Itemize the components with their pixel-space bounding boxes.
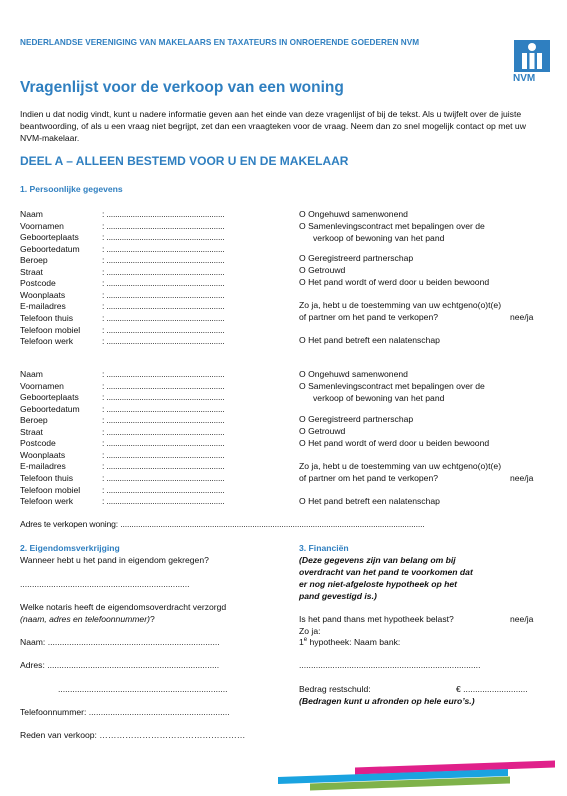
financien-note-4: pand gevestigd is.)	[299, 591, 377, 601]
field-input-line[interactable]: : ......................................................	[102, 278, 225, 289]
financien-note-3: er nog niet-afgeloste hypotheek op het	[299, 579, 458, 589]
field-input-line[interactable]: : ......................................................	[102, 289, 225, 300]
option-samenlevingscontract[interactable]: O Samenlevingscontract met bepalingen over de	[299, 221, 485, 231]
field-label: Geboortedatum	[20, 403, 80, 414]
restschuld-field[interactable]: € ...........................	[456, 684, 528, 694]
field-input-line[interactable]: : ......................................................	[102, 449, 225, 460]
field-label: Naam	[20, 209, 43, 219]
option-ongehuwd[interactable]: O Ongehuwd samenwonend	[299, 209, 408, 219]
field-label: Voornamen	[20, 220, 64, 231]
field-input-line[interactable]: : ......................................................	[102, 380, 225, 391]
field-label: Geboorteplaats	[20, 232, 79, 243]
option-getrouwd[interactable]: O Getrouwd	[299, 265, 346, 275]
option-nalatenschap[interactable]: O Het pand betreft een nalatenschap	[299, 335, 440, 345]
field-label: Telefoon mobiel	[20, 324, 81, 335]
field-label: Telefoon mobiel	[20, 484, 81, 495]
logo-text: NVM	[513, 73, 536, 84]
option-nalatenschap-2[interactable]: O Het pand betreft een nalatenschap	[299, 496, 440, 506]
field-input-line[interactable]: : ......................................................	[102, 232, 225, 243]
option-samenlevingscontract-cont-2: verkoop of bewoning van het pand	[313, 393, 445, 403]
notaris-adres-line-2[interactable]: .......................................................................	[58, 684, 228, 694]
field-input-line[interactable]: : ......................................................	[102, 403, 225, 414]
field-input-line[interactable]: : ......................................................	[102, 255, 225, 266]
field-input-line[interactable]: : ......................................................	[102, 438, 225, 449]
eigendom-question: Wanneer hebt u het pand in eigendom gekregen?	[20, 555, 209, 565]
reden-verkoop-field[interactable]: Reden van verkoop: ……………………………………………	[20, 730, 246, 740]
page-title: Vragenlijst voor de verkoop van een woning	[20, 79, 344, 96]
field-input-line[interactable]: : ......................................................	[102, 369, 225, 379]
notaris-question-end: ?	[149, 614, 155, 624]
zo-ja-label: Zo ja:	[299, 626, 321, 636]
option-getrouwd-2[interactable]: O Getrouwd	[299, 426, 346, 436]
restschuld-label: Bedrag restschuld:	[299, 684, 371, 694]
field-label: Telefoon thuis	[20, 472, 74, 483]
field-label: E-mailadres	[20, 301, 66, 312]
hypotheek-bank-label	[299, 637, 400, 647]
field-input-line[interactable]: : ......................................................	[102, 220, 225, 231]
field-input-line[interactable]: : ......................................................	[102, 415, 225, 426]
toestemming-question-cont: of partner om het pand te verkopen?	[299, 312, 439, 322]
field-input-line[interactable]: : ......................................................	[102, 209, 225, 219]
section-1-title: 1. Persoonlijke gegevens	[20, 184, 123, 194]
field-label: Woonplaats	[20, 289, 66, 300]
field-label: Telefoon werk	[20, 336, 74, 347]
field-label: Geboorteplaats	[20, 392, 79, 403]
field-label: Telefoon thuis	[20, 312, 74, 323]
field-label: Telefoon werk	[20, 496, 74, 507]
adres-verkopen-woning[interactable]: Adres te verkopen woning: ........................................................................................................................................	[20, 519, 425, 529]
field-input-line[interactable]: : ......................................................	[102, 392, 225, 403]
organization-name: NEDERLANDSE VERENIGING VAN MAKELAARS EN TAXATEURS IN ONROERENDE GOEDEREN NVM	[20, 38, 420, 47]
field-input-line[interactable]: : ......................................................	[102, 301, 225, 312]
field-input-line[interactable]: : ......................................................	[102, 496, 225, 507]
hypotheek-number: 1	[299, 637, 304, 647]
field-label: Geboortedatum	[20, 243, 80, 254]
option-ongehuwd-2[interactable]: O Ongehuwd samenwonend	[299, 369, 408, 379]
field-label: Naam	[20, 369, 43, 379]
notaris-telefoon-field[interactable]: Telefoonnummer: ...........................................................	[20, 707, 230, 717]
financien-note-2: overdracht van het pand te voorkomen dat	[299, 567, 473, 577]
field-input-line[interactable]: : ......................................................	[102, 312, 225, 323]
field-input-line[interactable]: : ......................................................	[102, 336, 225, 347]
toestemming-question-cont-2: of partner om het pand te verkopen?	[299, 473, 439, 483]
field-label: Postcode	[20, 278, 56, 289]
option-geregistreerd-2[interactable]: O Geregistreerd partnerschap	[299, 414, 414, 424]
toestemming-answer-2[interactable]: nee/ja	[510, 473, 534, 483]
afronden-note: (Bedragen kunt u afronden op hele euro’s.)	[299, 696, 475, 706]
toestemming-answer[interactable]: nee/ja	[510, 312, 534, 322]
option-samenlevingscontract-2[interactable]: O Samenlevingscontract met bepalingen over de	[299, 381, 485, 391]
field-label: E-mailadres	[20, 461, 66, 472]
field-label: Straat	[20, 426, 43, 437]
notaris-naam-field[interactable]: Naam: ........................................................................	[20, 637, 220, 647]
financien-note-1: (Deze gegevens zijn van belang om bij	[299, 555, 456, 565]
hypotheek-sup: e	[303, 637, 308, 644]
section-2-title: 2. Eigendomsverkrijging	[20, 543, 120, 553]
option-bewoond-2[interactable]: O Het pand wordt of werd door u beiden bewoond	[299, 438, 490, 448]
hypotheek-question: Is het pand thans met hypotheek belast?	[299, 614, 454, 624]
field-input-line[interactable]: : ......................................................	[102, 472, 225, 483]
deel-a-heading: DEEL A – ALLEEN BESTEMD VOOR U EN DE MAKELAAR	[20, 154, 349, 168]
field-label: Postcode	[20, 438, 56, 449]
field-label: Beroep	[20, 255, 48, 266]
field-label: Beroep	[20, 415, 48, 426]
field-input-line[interactable]: : ......................................................	[102, 243, 225, 254]
field-input-line[interactable]: : ......................................................	[102, 426, 225, 437]
hypotheek-answer[interactable]: nee/ja	[510, 614, 534, 624]
notaris-question: Welke notaris heeft de eigendomsoverdracht verzorgd	[20, 602, 227, 612]
hypotheek-bank-text: hypotheek: Naam bank:	[307, 637, 401, 647]
hypotheek-bank-line[interactable]: ............................................................................	[299, 660, 481, 670]
option-geregistreerd[interactable]: O Geregistreerd partnerschap	[299, 253, 414, 263]
field-input-line[interactable]: : ......................................................	[102, 484, 225, 495]
option-samenlevingscontract-cont: verkoop of bewoning van het pand	[313, 233, 445, 243]
intro-text: Indien u dat nodig vindt, kunt u nadere informatie geven aan het einde van deze vragenlijst of bij de tekst. Als u twijfelt over de juiste beantwoording, of als u een vraag niet begrijpt, zet dan een vraagteken voor de vraag. Neem dan zo snel mogelijk contact op met uw NVM-makelaar.	[20, 109, 526, 143]
field-label: Straat	[20, 266, 43, 277]
field-label: Voornamen	[20, 380, 64, 391]
field-input-line[interactable]: : ......................................................	[102, 266, 225, 277]
notaris-adres-field[interactable]: Adres: ........................................................................	[20, 660, 220, 670]
option-bewoond[interactable]: O Het pand wordt of werd door u beiden bewoond	[299, 277, 490, 287]
notaris-hint: (naam, adres en telefoonnummer)	[20, 614, 150, 624]
toestemming-question: Zo ja, hebt u de toestemming van uw echtgeno(o)t(e)	[299, 300, 502, 310]
eigendom-answer-line[interactable]: .......................................................................	[20, 579, 190, 589]
toestemming-question-2: Zo ja, hebt u de toestemming van uw echtgeno(o)t(e)	[299, 461, 502, 471]
field-input-line[interactable]: : ......................................................	[102, 461, 225, 472]
field-input-line[interactable]: : ......................................................	[102, 324, 225, 335]
section-3-title: 3. Financiën	[299, 543, 349, 553]
field-label: Woonplaats	[20, 449, 66, 460]
